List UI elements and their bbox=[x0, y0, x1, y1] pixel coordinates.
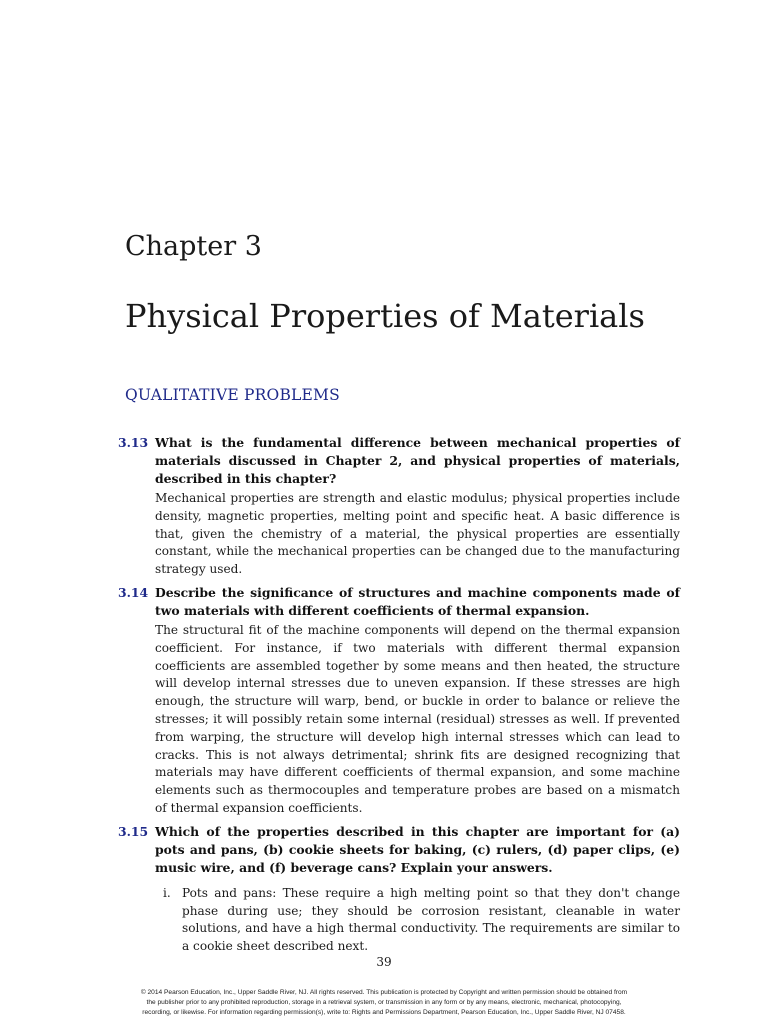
page-number: 39 bbox=[376, 955, 392, 969]
problem-3-14 bbox=[118, 584, 680, 818]
problem-question: Which of the properties described in this chapter are important for (a) pots and pans, (b) cookie sheets for baking, (c) rulers, (d) paper clips, (e) music wire, and (f) beverage cans? Explain your answers. bbox=[155, 823, 680, 875]
chapter-label: Chapter 3 bbox=[125, 231, 262, 262]
problems-list bbox=[118, 434, 680, 961]
copyright-line: © 2014 Pearson Education, Inc., Upper Saddle River, NJ. All rights reserved. This publication is protected by Copyright and written permission should be obtained from bbox=[140, 989, 628, 996]
copyright-line: the publisher prior to any prohibited reproduction, storage in a retrieval system, or transmission in any form or by any means, electronic, mechanical, photocopying, bbox=[146, 999, 622, 1006]
problem-answer: The structural fit of the machine components will depend on the thermal expansion coefficient. For instance, if two materials with different thermal expansion coefficients are assembled together by some means and then heated, the structure will develop internal stresses due to uneven expansion. If these stresses are high enough, the structure will warp, bend, or buckle in order to balance or relieve the stresses; it will possibly retain some internal (residual) stresses as well. If prevented from warping, the structure will develop high internal stresses which can lead to cracks. This is not always detrimental; shrink fits are designed recognizing that materials may have different coefficients of thermal expansion, and some machine elements such as thermocouples and temperature probes are based on a mismatch of thermal expansion coefficients. bbox=[155, 622, 680, 815]
problem-3-15 bbox=[118, 823, 680, 956]
list-marker: i. bbox=[163, 885, 171, 900]
chapter-title: Physical Properties of Materials bbox=[125, 297, 645, 335]
problem-3-13 bbox=[118, 434, 680, 579]
problem-question: Describe the significance of structures and machine components made of two materials with different coefficients of thermal expansion. bbox=[155, 584, 680, 618]
problem-number: 3.14 bbox=[118, 584, 149, 600]
list-item bbox=[155, 885, 680, 956]
problem-question: What is the fundamental difference between mechanical properties of materials discussed in Chapter 2, and physical properties of materials, described in this chapter? bbox=[155, 435, 680, 486]
section-heading: QUALITATIVE PROBLEMS bbox=[125, 386, 340, 404]
answer-list bbox=[155, 885, 680, 956]
problem-number: 3.13 bbox=[118, 435, 149, 450]
copyright-notice bbox=[100, 988, 668, 1018]
list-item-text: Pots and pans: These require a high melting point so that they don't change phase during use; they should be corrosion resistant, cleanable in water solutions, and have a high thermal conductivity. The requirements are similar to a cookie sheet described next. bbox=[182, 885, 680, 954]
copyright-line: recording, or likewise. For information regarding permission(s), write to: Rights and Permissions Department, Pearson Education, Inc., Upper Saddle River, NJ 07458. bbox=[142, 1009, 626, 1016]
problem-answer: Mechanical properties are strength and elastic modulus; physical properties include density, magnetic properties, melting point and specific heat. A basic difference is that, given the chemistry of a material, the physical properties are essentially constant, while the mechanical properties can be changed due to the manufacturing strategy used. bbox=[155, 491, 680, 577]
problem-number: 3.15 bbox=[118, 823, 149, 839]
